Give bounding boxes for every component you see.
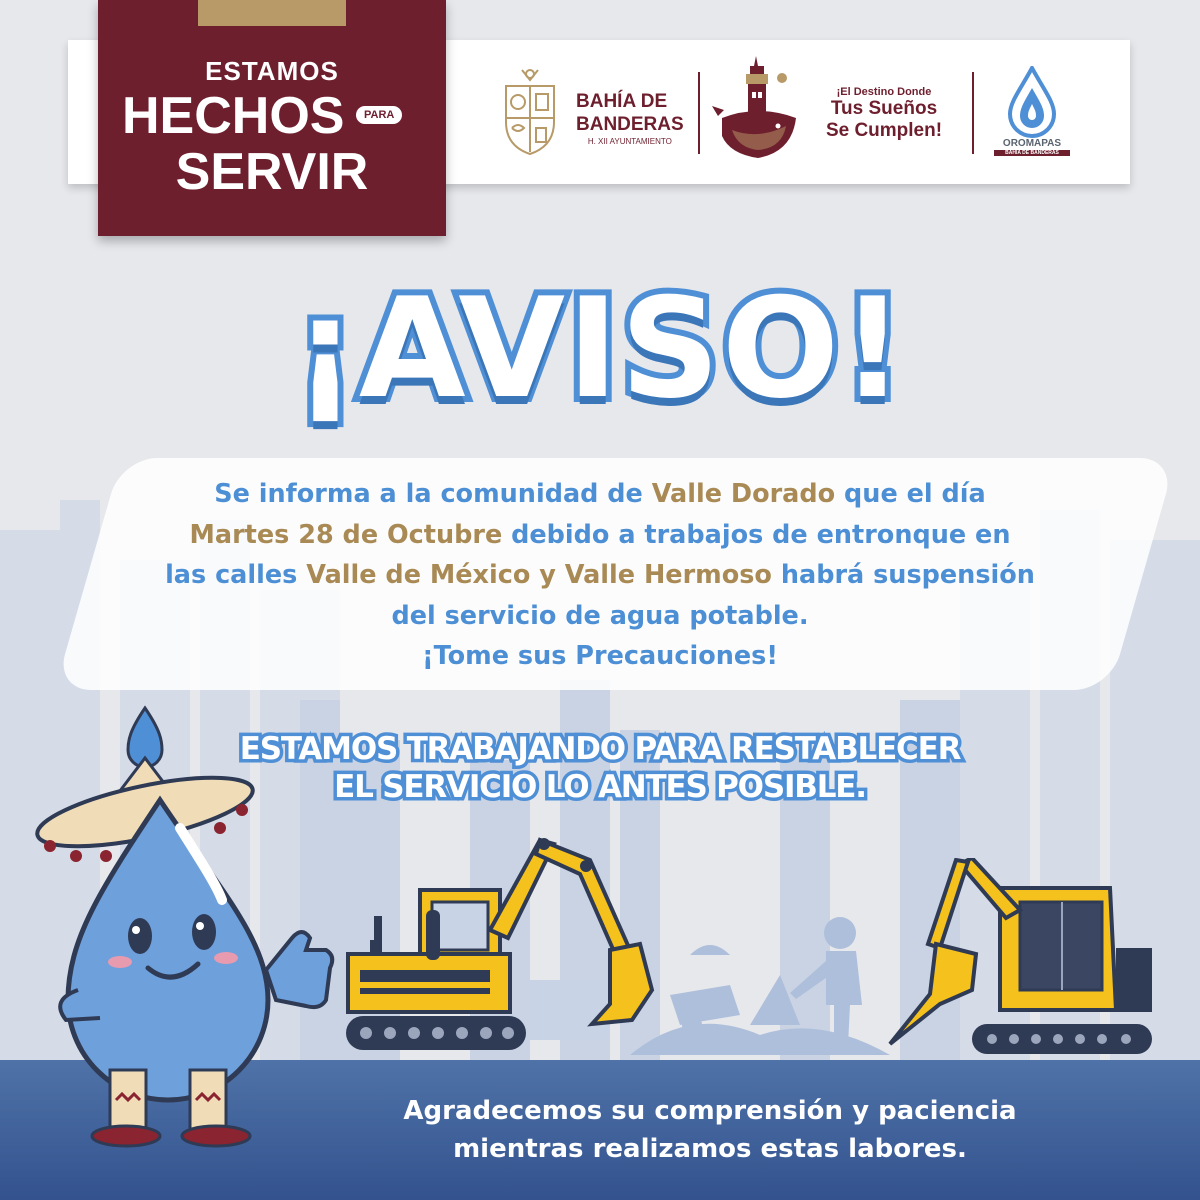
municipality-logo-text	[576, 90, 684, 148]
destination-line1: ¡El Destino Donde	[836, 86, 932, 98]
backhoe-icon	[880, 858, 1160, 1058]
slogan-line2: HECHOS	[122, 87, 345, 145]
destination-line3: Se Cumplen!	[825, 120, 943, 141]
municipality-line2: BANDERAS	[576, 114, 684, 135]
municipal-shield-icon	[498, 66, 562, 158]
thanks-line1: Agradecemos su comprensión y paciencia	[403, 1096, 1017, 1126]
message-text	[90, 474, 1110, 677]
msg-date: Martes 28 de Octubre	[189, 519, 503, 550]
slogan-para: PARA	[356, 106, 402, 124]
msg-part2: que el día	[835, 479, 986, 509]
slogan-box	[98, 0, 446, 236]
msg-street1: Valle de México	[306, 560, 531, 590]
logo-divider	[698, 72, 700, 154]
water-drop-mascot	[30, 700, 350, 1160]
msg-street2: Valle Hermoso	[564, 560, 772, 590]
gold-strip	[198, 0, 346, 26]
whale-lighthouse-icon	[712, 56, 804, 168]
thanks-text	[330, 1092, 1090, 1168]
msg-place: Valle Dorado	[651, 479, 836, 509]
msg-part7: del servicio de agua potable.	[391, 600, 809, 631]
excavator-icon	[340, 820, 670, 1060]
msg-part4: las calles	[165, 560, 307, 590]
water-drop-logo-icon	[1004, 66, 1060, 138]
destination-line2: Tus Sueños	[830, 98, 938, 119]
headline: ¡AVISO!	[293, 268, 907, 429]
thanks-line2: mientras realizamos estas labores.	[453, 1134, 967, 1164]
logo-divider	[972, 72, 974, 154]
working-notice-line2: EL SERVICIO LO ANTES POSIBLE.	[334, 769, 866, 805]
slogan-line1: ESTAMOS	[205, 56, 339, 86]
working-notice-line1: ESTAMOS TRABAJANDO PARA RESTABLECER	[239, 731, 961, 767]
msg-part6: habrá suspensión	[771, 560, 1035, 590]
municipality-line1: BAHÍA DE	[576, 91, 668, 112]
oromapas-logo-text	[990, 138, 1074, 156]
msg-part8: ¡Tome sus Precauciones!	[422, 641, 778, 671]
oromapas-name: OROMAPAS	[1002, 138, 1062, 149]
municipality-sub: H. XII AYUNTAMIENTO	[587, 137, 672, 146]
worker-silhouette-icon	[630, 915, 900, 1055]
oromapas-sub: BAHÍA DE BANDERAS	[994, 150, 1070, 156]
msg-and: y	[530, 560, 565, 590]
msg-part1: Se informa a la comunidad de	[214, 479, 652, 509]
slogan-line3: SERVIR	[175, 143, 369, 201]
msg-part3: debido a trabajos de entronque en	[502, 519, 1011, 550]
destination-slogan	[814, 86, 954, 142]
